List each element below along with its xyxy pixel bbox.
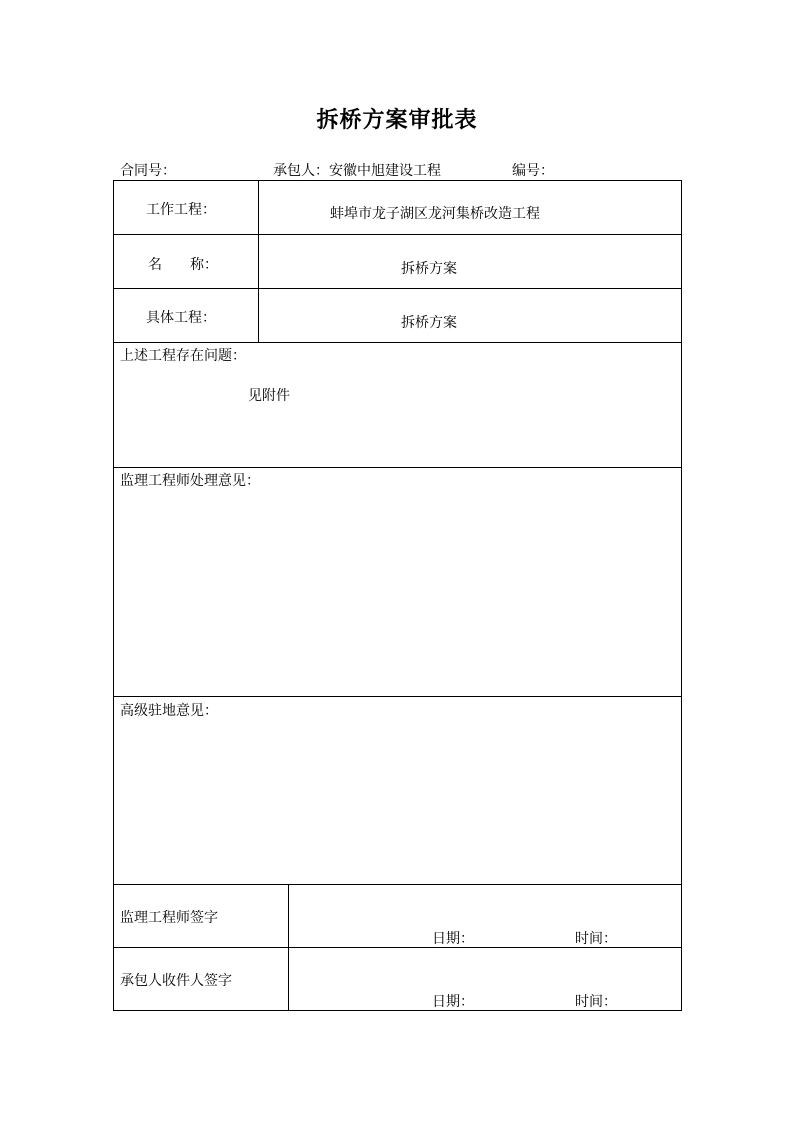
row-divider xyxy=(113,234,682,235)
issues-label: 上述工程存在问题： xyxy=(120,348,246,364)
row-divider xyxy=(113,884,682,885)
column-divider xyxy=(288,884,289,1011)
row-divider xyxy=(113,288,682,289)
contractor-time-label: 时间： xyxy=(575,994,617,1010)
row-divider xyxy=(113,342,682,343)
specific-project-value: 拆桥方案 xyxy=(401,315,457,331)
specific-project-label: 具体工程： xyxy=(146,310,216,326)
work-project-value: 蚌埠市龙子湖区龙河集桥改造工程 xyxy=(330,206,540,222)
contractor-date-label: 日期： xyxy=(432,994,474,1010)
row-divider xyxy=(113,467,682,468)
supervisor-opinion-label: 监理工程师处理意见： xyxy=(120,473,260,489)
supervisor-signature-label: 监理工程师签字 xyxy=(120,910,218,926)
page-title: 拆桥方案审批表 xyxy=(316,107,478,133)
approval-form-table xyxy=(113,180,682,1011)
work-project-label: 工作工程： xyxy=(146,202,216,218)
name-label: 名 称： xyxy=(148,257,218,273)
senior-resident-opinion-label: 高级驻地意见： xyxy=(120,703,218,719)
serial-no-label: 编号： xyxy=(512,163,554,179)
row-divider xyxy=(113,696,682,697)
supervisor-date-label: 日期： xyxy=(432,931,474,947)
issues-content: 见附件 xyxy=(248,388,290,404)
contractor-label: 承包人：安徽中旭建设工程 xyxy=(273,163,441,179)
name-value: 拆桥方案 xyxy=(401,261,457,277)
supervisor-time-label: 时间： xyxy=(575,931,617,947)
contractor-recipient-signature-label: 承包人收件人签字 xyxy=(120,973,232,989)
column-divider xyxy=(258,180,259,342)
contract-no-label: 合同号： xyxy=(120,163,176,179)
